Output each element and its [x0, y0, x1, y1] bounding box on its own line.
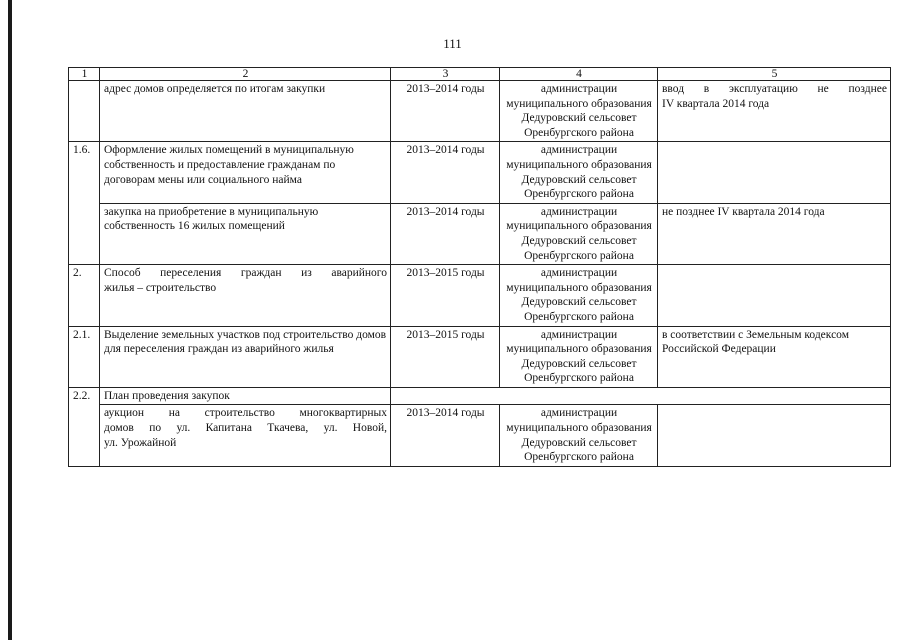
row-number: 1.6.: [69, 142, 100, 265]
period-cell: 2013–2015 годы: [391, 265, 500, 326]
note-cell: [658, 81, 891, 142]
row-number: [69, 81, 100, 142]
responsible-org: администрации муниципального образования Дедуровский сельсовет Оренбургского района: [500, 81, 658, 142]
measure-text-line: жилья – строительство: [104, 281, 217, 294]
section-heading: План проведения закупок: [100, 387, 391, 405]
note-cell: не позднее IV квартала 2014 года: [658, 203, 891, 264]
table-row: [69, 387, 891, 405]
header-cell-4: 4: [500, 68, 658, 81]
measure-text-line: аукцион на строительство многоквартирных: [104, 407, 387, 420]
measure-text: [100, 265, 391, 326]
table-row: [69, 405, 891, 466]
period-cell: 2013–2014 годы: [391, 81, 500, 142]
header-cell-2: 2: [100, 68, 391, 81]
measure-text: [100, 405, 391, 466]
measure-text: Выделение земельных участков под строительство домов для переселения граждан из аварийного жилья: [100, 326, 391, 387]
measure-text-line: ул. Урожайной: [104, 436, 177, 449]
responsible-org: администрации муниципального образования Дедуровский сельсовет Оренбургского района: [500, 326, 658, 387]
page-number: 111: [443, 36, 462, 51]
responsible-org: администрации муниципального образования Дедуровский сельсовет Оренбургского района: [500, 265, 658, 326]
responsible-org: администрации муниципального образования Дедуровский сельсовет Оренбургского района: [500, 405, 658, 466]
empty-cell: [391, 387, 891, 405]
note-cell: [658, 405, 891, 466]
program-table: [68, 67, 891, 467]
note-cell: [658, 265, 891, 326]
measure-text: закупка на приобретение в муниципальную собственность 16 жилых помещений: [100, 203, 391, 264]
note-line: ввод в эксплуатацию не позднее: [662, 83, 887, 95]
measure-text-line: Способ переселения граждан из аварийного: [104, 267, 387, 280]
period-cell: 2013–2014 годы: [391, 203, 500, 264]
header-cell-3: 3: [391, 68, 500, 81]
table-row: [69, 81, 891, 142]
row-number: 2.2.: [69, 387, 100, 466]
responsible-org: администрации муниципального образования Дедуровский сельсовет Оренбургского района: [500, 203, 658, 264]
table-row: [69, 203, 891, 264]
measure-text: Оформление жилых помещений в муниципальную собственность и предоставление гражданам по договорам мены или социального найма: [100, 142, 391, 203]
period-cell: 2013–2014 годы: [391, 405, 500, 466]
header-cell-5: 5: [658, 68, 891, 81]
note-line: IV квартала 2014 года: [662, 97, 770, 110]
table-row: [69, 142, 891, 203]
measure-text: адрес домов определяется по итогам закупки: [100, 81, 391, 142]
page-edge-bar: [8, 0, 12, 640]
period-cell: 2013–2014 годы: [391, 142, 500, 203]
row-number: 2.1.: [69, 326, 100, 387]
table-row: [69, 326, 891, 387]
table-row: [69, 265, 891, 326]
header-cell-1: 1: [69, 68, 100, 81]
responsible-org: администрации муниципального образования Дедуровский сельсовет Оренбургского района: [500, 142, 658, 203]
note-cell: [658, 142, 891, 203]
measure-text-line: домов по ул. Капитана Ткачева, ул. Новой,: [104, 422, 387, 435]
period-cell: 2013–2015 годы: [391, 326, 500, 387]
table-header-row: [69, 68, 891, 81]
note-cell: в соответствии с Земельным кодексом Российской Федерации: [658, 326, 891, 387]
row-number: 2.: [69, 265, 100, 326]
